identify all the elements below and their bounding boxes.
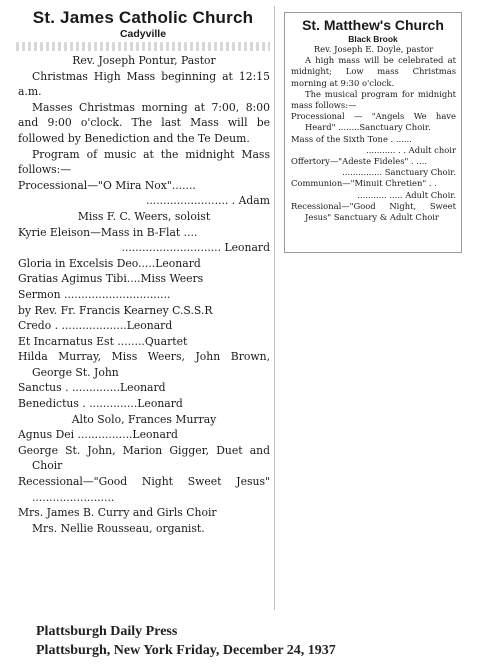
st-james-clipping (12, 6, 275, 610)
left-line: Gloria in Excelsis Deo.....Leonard (18, 256, 201, 270)
right-line: A high mass will be celebrated at midnight; Low mass Christmas morning at 9:30 o'clock. (291, 55, 456, 88)
right-line: Processional — "Angels We have Heard" ........Sanctuary Choir. (291, 111, 456, 133)
left-line: Hilda Murray, Miss Weers, John Brown, George St. John (18, 350, 270, 379)
left-line: Mrs. James B. Curry and Girls Choir (18, 506, 217, 520)
left-line: Miss F. C. Weers, soloist (77, 209, 211, 223)
left-line: ............................. Leonard (121, 241, 270, 255)
right-line: Offertory—"Adeste Fideles" . .... (291, 156, 428, 167)
st-matthews-clipping (284, 12, 462, 253)
left-line: Agnus Dei ................Leonard (18, 428, 178, 442)
left-line: Alto Solo, Frances Murray (71, 412, 217, 426)
right-line: ............... Sanctuary Choir. (342, 167, 456, 178)
left-line: Sanctus . ..............Leonard (18, 381, 166, 395)
st-james-location: Cadyville (119, 28, 167, 40)
right-line: Mass of the Sixth Tone . ...... (291, 133, 412, 144)
st-matthews-body (285, 44, 461, 223)
st-james-title: St. James Catholic Church (32, 8, 254, 27)
publication-date: Plattsburgh, New York Friday, December 24, 1937 (36, 643, 336, 658)
left-line: ........................ . Adam (145, 194, 270, 208)
st-matthews-location: Black Brook (348, 34, 398, 44)
left-line: Credo . ...................Leonard (18, 319, 173, 333)
st-matthews-title: St. Matthew's Church (302, 17, 444, 33)
left-line: Kyrie Eleison—Mass in B-Flat .... (18, 225, 198, 239)
left-line: Sermon ............................... (18, 287, 171, 301)
left-line: Gratias Agimus Tibi....Miss Weers (18, 272, 204, 286)
right-line: Communion—"Minuit Chretien" . . (291, 178, 437, 189)
left-line: Mrs. Nellie Rousseau, organist. (32, 521, 205, 535)
st-james-body (12, 53, 274, 536)
left-line: Recessional—"Good Night Sweet Jesus" ........................ (18, 475, 270, 504)
source-citation (36, 622, 336, 660)
left-line: Processional—"O Mira Nox"....... (18, 178, 196, 192)
left-line: Benedictus . ..............Leonard (18, 397, 183, 411)
left-line: Rev. Joseph Pontur, Pastor (72, 54, 216, 67)
right-line: The musical program for midnight mass follows:— (291, 88, 456, 111)
left-line: Christmas High Mass beginning at 12:15 a.m. (18, 69, 270, 99)
left-line: by Rev. Fr. Francis Kearney C.S.S.R (18, 303, 213, 317)
left-line: Program of music at the midnight Mass follows:— (18, 147, 270, 177)
left-line: Et Incarnatus Est ........Quartet (18, 334, 188, 348)
left-line: Masses Christmas morning at 7:00, 8:00 and 9:00 o'clock. The last Mass will be followed by Benediction and the Te Deum. (18, 100, 270, 145)
right-line: Rev. Joseph E. Doyle, pastor (313, 44, 434, 54)
right-line: ........... ..... Adult Choir. (357, 189, 456, 200)
right-line: Recessional—"Good Night, Sweet Jesus" Sanctuary & Adult Choir (291, 200, 456, 223)
newspaper-name: Plattsburgh Daily Press (36, 624, 178, 639)
left-line: George St. John, Marion Gigger, Duet and Choir (18, 443, 270, 473)
right-line: ........... . . Adult choir (366, 144, 456, 155)
smudged-line (16, 42, 270, 51)
